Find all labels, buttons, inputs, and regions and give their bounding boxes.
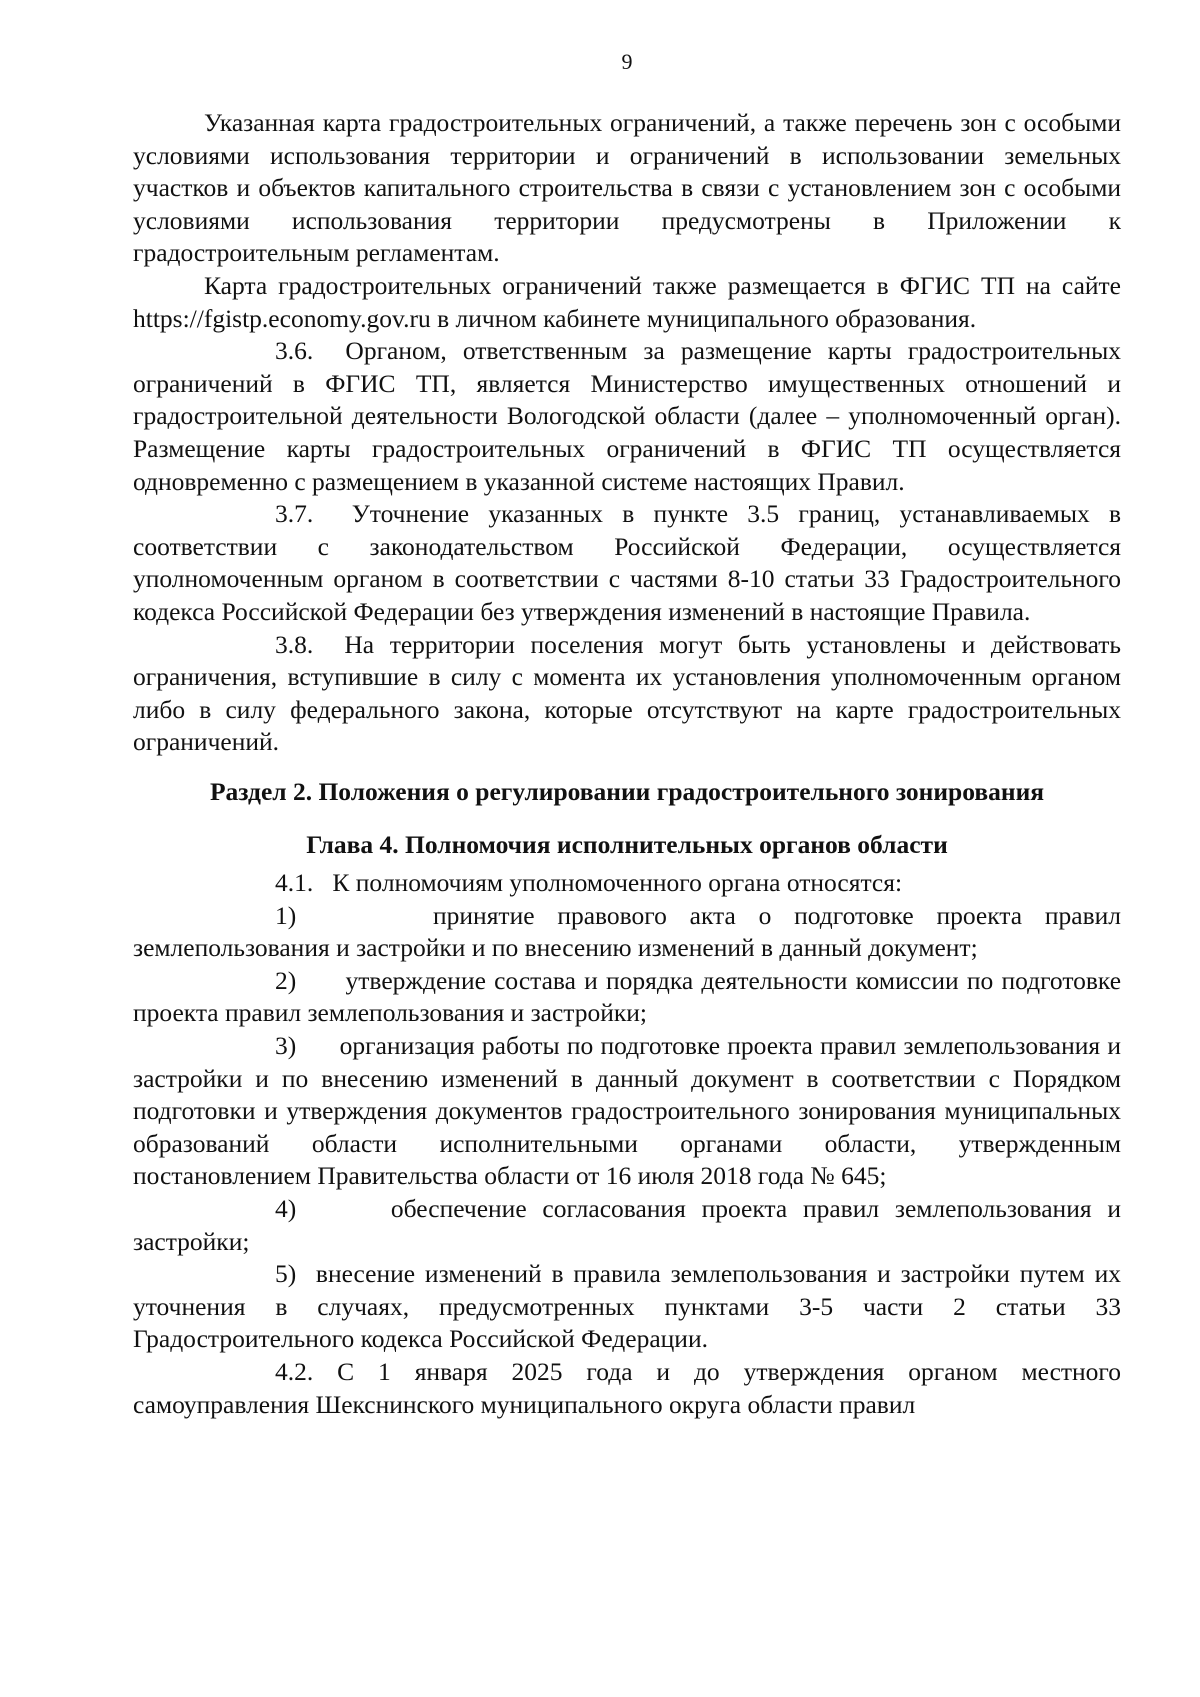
clause-text: Уточнение указанных в пункте 3.5 границ, устанавливаемых в соответствии с законодательством Российской Федерации, осуществляется уполномоченным органом в соответствии с частями 8-10 статьи 33 Градостроительного кодекса Российской Федерации без утверждения изменений в настоящие Правила.	[133, 499, 1121, 626]
list-item-1	[133, 900, 1121, 965]
list-item-5	[133, 1258, 1121, 1356]
clause-3-8	[133, 629, 1121, 759]
clause-text: К полномочиям уполномоченного органа относятся:	[332, 868, 903, 898]
clause-number: 4.2.	[275, 1356, 314, 1386]
clause-4-1	[133, 867, 1121, 900]
clause-text: Органом, ответственным за размещение карты градостроительных ограничений в ФГИС ТП, является Министерство имущественных отношений и градостроительной деятельности Вологодской области (далее – уполномоченный орган). Размещение карты градостроительных ограничений в ФГИС ТП осуществляется одновременно с размещением в указанной системе настоящих Правил.	[133, 336, 1121, 496]
list-item-number: 4)	[275, 1194, 297, 1223]
list-item-text: обеспечение согласования проекта правил землепользования и застройки;	[133, 1194, 1121, 1256]
clause-number: 3.6.	[275, 336, 314, 366]
list-item-number: 5)	[275, 1259, 297, 1289]
clause-4-2	[133, 1356, 1121, 1421]
list-item-4	[133, 1193, 1121, 1258]
clause-number: 4.1.	[275, 868, 314, 898]
clause-text: На территории поселения могут быть установлены и действовать ограничения, вступившие в силу с момента их установления уполномоченным органом либо в силу федерального закона, которые отсутствуют на карте градостроительных ограничений.	[133, 629, 1122, 757]
section-heading: Раздел 2. Положения о регулировании градостроительного зонирования	[209, 776, 1045, 806]
clause-text: С 1 января 2025 года и до утверждения органом местного самоуправления Шекснинского муниципального округа области правил	[133, 1356, 1121, 1419]
clause-3-6	[133, 335, 1121, 498]
list-item-number: 2)	[275, 965, 297, 995]
chapter-heading: Глава 4. Полномочия исполнительных органов области	[306, 830, 948, 860]
paragraph-map-restrictions	[133, 107, 1121, 270]
list-item-number: 1)	[275, 900, 297, 930]
paragraph-text: Карта градостроительных ограничений также размещается в ФГИС ТП на сайте https://fgistp.economy.gov.ru в личном кабинете муниципального образования.	[133, 270, 1121, 333]
document-body	[133, 107, 1121, 1421]
list-item-3	[133, 1030, 1121, 1193]
list-item-number: 3)	[275, 1031, 297, 1061]
paragraph-fgis-placement	[133, 270, 1121, 335]
clause-3-7	[133, 498, 1121, 628]
clause-number: 3.8.	[275, 629, 314, 659]
clause-number: 3.7.	[275, 499, 314, 529]
page-number: 9	[621, 49, 633, 74]
list-item-text: принятие правового акта о подготовке проекта правил землепользования и застройки и по внесению изменений в данный документ;	[133, 900, 1121, 963]
list-item-text: утверждение состава и порядка деятельности комиссии по подготовке проекта правил землепользования и застройки;	[133, 965, 1122, 1028]
list-item-text: организация работы по подготовке проекта правил землепользования и застройки и по внесению изменений в данный документ в соответствии с Порядком подготовки и утверждения документов градостроительного зонирования муниципальных образований области исполнительными органами области, утвержденным постановлением Правительства области от 16 июля 2018 года № 645;	[133, 1031, 1122, 1191]
paragraph-text: Указанная карта градостроительных ограничений, а также перечень зон с особыми условиями использования территории и ограничений в использовании земельных участков и объектов капитального строительства в связи с установлением зон с особыми условиями использования территории предусмотрены в Приложении к градостроительным регламентам.	[133, 108, 1121, 268]
list-item-text: внесение изменений в правила землепользования и застройки путем их уточнения в случаях, предусмотренных пунктами 3-5 части 2 статьи 33 Градостроительного кодекса Российской Федерации.	[133, 1259, 1121, 1354]
list-item-2	[133, 965, 1121, 1030]
